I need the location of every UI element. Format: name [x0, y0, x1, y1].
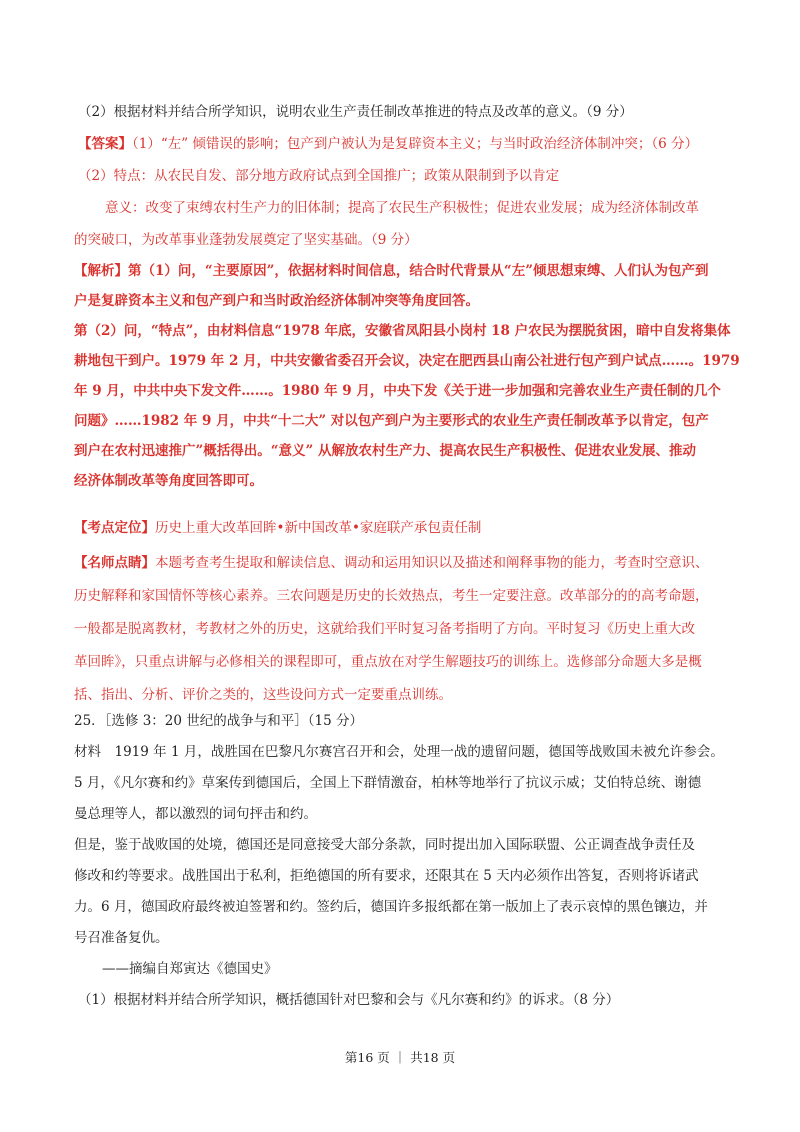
kaodian-tag: 【考点定位】: [74, 520, 155, 536]
answer-line-1: 【答案】（1）“左” 倾错误的影响；包产到户被认为是复辟资本主义；与当时政治经济体制冲突；（6 分）: [78, 136, 699, 152]
analysis-line-3: 第（2）问，“特点”，由材料信息“1978 年底，安徽省凤阳县小岗村 18 户农民为摆脱贫困，暗中自发将集体: [74, 323, 731, 339]
question-25-sub-1: （1）根据材料并结合所学知识，概括德国针对巴黎和会与《凡尔赛和约》的诉求。（8 分）: [78, 992, 620, 1008]
answer-line-2: （2）特点：从农民自发、部分地方政府试点到全国推广；政策从限制到予以肯定: [78, 168, 560, 184]
analysis-line-7: 到户在农村迅速推广”概括得出。“意义” 从解放农村生产力、提高农民生产积极性、促进农业发展、推动: [74, 443, 696, 459]
material-line-6: 力。6 月，德国政府最终被迫签署和约。签约后，德国许多报纸都在第一版加上了表示哀悼的黑色镶边，并: [74, 899, 708, 915]
answer-line-4: 的突破口，为改革事业蓬勃发展奠定了坚实基础。（9 分）: [74, 232, 418, 248]
mingshi-line-3: 一般都是脱离教材，考教材之外的历史，这就给我们平时复习备考指明了方向。平时复习《历史上重大改: [74, 621, 695, 637]
mingshi-line-5: 括、指出、分析、评价之类的，这些设问方式一定要重点训练。: [74, 687, 452, 703]
analysis-block: [74, 256, 740, 496]
kaodian-block: [74, 512, 481, 544]
analysis-line-5: 年 9 月，中共中央下发文件……。1980 年 9 月，中央下发《关于进一步加强和完善农业生产责任制的几个: [74, 383, 721, 399]
material-line-4: 但是，鉴于战败国的处境，德国还是同意接受大部分条款，同时提出加入国际联盟、公正调查战争责任及: [74, 837, 695, 853]
mingshi-tag: 【名师点睛】: [74, 555, 155, 571]
analysis-line-6: 问题》……1982 年 9 月，中共“十二大” 对以包产到户为主要形式的农业生产责任制改革予以肯定，包产: [74, 413, 709, 429]
answer-line-3: 意义：改变了束缚农村生产力的旧体制；提高了农民生产积极性；促进农业发展；成为经济体制改革: [105, 200, 699, 216]
kaodian-text: 历史上重大改革回眸•新中国改革•家庭联产承包责任制: [155, 520, 482, 536]
mingshi-line-4: 革回眸》，只重点讲解与必修相关的课程即可，重点放在对学生解题技巧的训练上。选修部分命题大多是概: [74, 654, 702, 670]
mingshi-block: [74, 547, 709, 712]
analysis-line-1: 【解析】第（1）问，“主要原因”，依据材料时间信息，结合时代背景从“左”倾思想束缚、人们认为包产到: [74, 263, 709, 279]
question-2: [78, 96, 633, 128]
mingshi-line-1: 【名师点睛】本题考查考生提取和解读信息、调动和运用知识以及描述和阐释事物的能力，考查时空意识、: [74, 555, 709, 571]
question-25-title: 25．［选修 3：20 世纪的战争与和平］（15 分）: [74, 713, 363, 729]
question-2-text: （2）根据材料并结合所学知识，说明农业生产责任制改革推进的特点及改革的意义。（9 分）: [78, 104, 633, 120]
question-25-block: [74, 706, 724, 1016]
analysis-tag: 【解析】: [74, 263, 128, 279]
material-line-1: 材料 1919 年 1 月，战胜国在巴黎凡尔赛宫召开和会，处理一战的遗留问题，德国等战败国未被允许参会。: [74, 744, 724, 760]
answer-block: [74, 128, 699, 256]
answer-tag: 【答案】: [78, 136, 132, 152]
material-source: ——摘编自郑寅达《德国史》: [102, 961, 278, 977]
material-line-2: 5 月，《凡尔赛和约》草案传到德国后，全国上下群情激奋，柏林等地举行了抗议示威；艾伯特总统、谢德: [74, 775, 702, 791]
analysis-line-8: 经济体制改革等角度回答即可。: [74, 473, 263, 489]
material-line-5: 修改和约等要求。战胜国出于私利，拒绝德国的所有要求，还限其在 5 天内必须作出答复，否则将诉诸武: [74, 868, 699, 884]
material-line-7: 号召准备复仇。: [74, 930, 169, 946]
material-line-3: 曼总理等人，都以激烈的词句抨击和约。: [74, 806, 317, 822]
mingshi-line-2: 历史解释和家国情怀等核心素养。三农问题是历史的长效热点，考生一定要注意。改革部分的的高考命题，: [74, 588, 709, 604]
analysis-line-2: 户是复辟资本主义和包产到户和当时政治经济体制冲突等角度回答。: [74, 293, 479, 309]
page-footer: 第16 页 ｜ 共18 页: [344, 1050, 456, 1065]
analysis-line-4: 耕地包干到户。1979 年 2 月，中共安徽省委召开会议，决定在肥西县山南公社进行包产到户试点……。1979: [74, 353, 740, 369]
